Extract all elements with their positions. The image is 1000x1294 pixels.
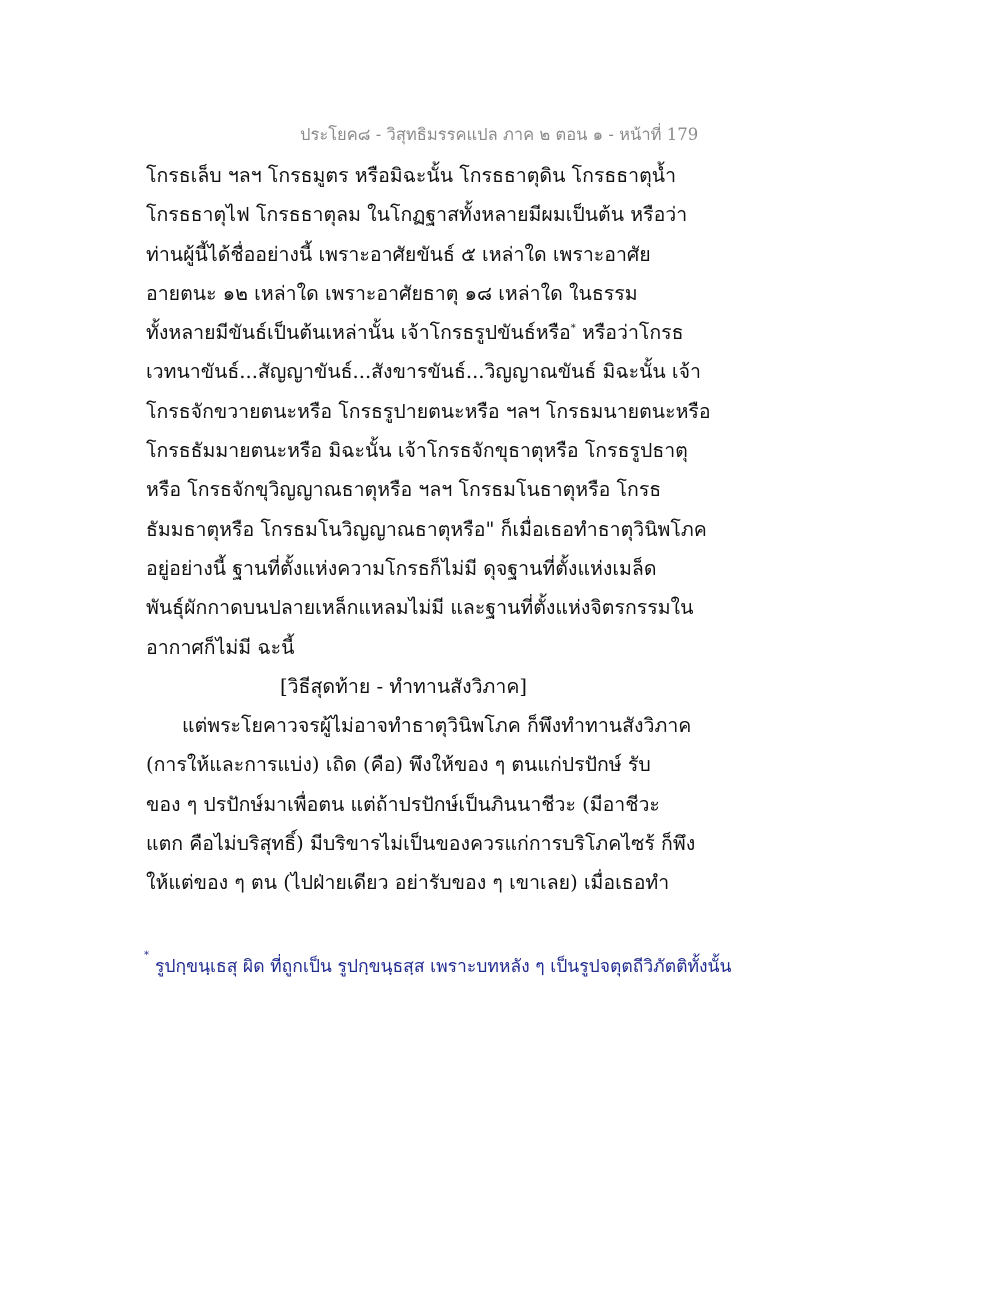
paragraph2-line-5: ให้แต่ของ ๆ ตน (ไปฝ่ายเดียว อย่ารับของ ๆ เขาเลย) เมื่อเธอทำ [146,871,670,895]
paragraph2-line-3: ของ ๆ ปรปักษ์มาเพื่อตน แต่ถ้าปรปักษ์เป็นภินนาชีวะ (มีอาชีวะ [146,792,660,816]
page-header: ประโยค๘ - วิสุทธิมรรคแปล ภาค ๒ ตอน ๑ - หน้าที่ 179 [300,125,699,144]
footnote-text: รูปกฺขนฺเธสุ ผิด ที่ถูกเป็น รูปกฺขนฺธสฺส เพราะบทหลัง ๆ เป็นรูปจตุตถีวิภัตติทั้งนั้น [155,957,732,977]
footnote [144,952,731,980]
body-line-5-text: ทั้งหลายมีขันธ์เป็นต้นเหล่านั้น เจ้าโกรธรูปขันธ์หรือ [146,321,571,345]
footnote-marker: * [144,950,149,961]
body-line-9: หรือ โกรธจักขุวิญญาณธาตุหรือ ฯลฯ โกรธมโนธาตุหรือ โกรธ [146,478,662,502]
footnote-reference-mark: * [570,323,576,335]
section-heading: [วิธีสุดท้าย - ทำทานสังวิภาค] [280,674,528,698]
paragraph2-line-2: (การให้และการแบ่ง) เถิด (คือ) พึงให้ของ ๆ ตนแก่ปรปักษ์ รับ [146,753,651,777]
body-line-10: ธัมมธาตุหรือ โกรธมโนวิญญาณธาตุหรือ" ก็เมื่อเธอทำธาตุวินิพโภค [146,517,707,541]
body-line-12: พันธุ์ผักกาดบนปลายเหล็กแหลมไม่มี และฐานที่ตั้งแห่งจิตรกรรมใน [146,596,694,620]
body-line-7: โกรธจักขวายตนะหรือ โกรธรูปายตนะหรือ ฯลฯ โกรธมนายตนะหรือ [146,399,711,423]
body-line-8: โกรธธัมมายตนะหรือ มิฉะนั้น เจ้าโกรธจักขุธาตุหรือ โกรธรูปธาตุ [146,439,688,463]
body-line-5-tail: หรือว่าโกรธ [575,321,684,345]
body-line-3: ท่านผู้นี้ได้ชื่ออย่างนี้ เพราะอาศัยขันธ์ ๕ เหล่าใด เพราะอาศัย [146,242,651,266]
body-line-6: เวทนาขันธ์...สัญญาขันธ์...สังขารขันธ์...วิญญาณขันธ์ มิฉะนั้น เจ้า [146,360,701,384]
body-line-4: อายตนะ ๑๒ เหล่าใด เพราะอาศัยธาตุ ๑๘ เหล่าใด ในธรรม [146,281,638,305]
paragraph2-line-4: แตก คือไม่บริสุทธิ์) มีบริขารไม่เป็นของควรแก่การบริโภคไซร้ ก็พึง [146,832,696,856]
paragraph2-line-1: แต่พระโยคาวจรผู้ไม่อาจทำธาตุวินิพโภค ก็พึงทำทานสังวิภาค [182,714,692,738]
body-line-5 [146,313,766,352]
body-text [146,156,766,903]
body-line-2: โกรธธาตุไฟ โกรธธาตุลม ในโกฏฐาสทั้งหลายมีผมเป็นต้น หรือว่า [146,203,688,227]
body-line-11: อยู่อย่างนี้ ฐานที่ตั้งแห่งความโกรธก็ไม่มี ดุจฐานที่ตั้งแห่งเมล็ด [146,556,657,580]
body-line-1: โกรธเล็บ ฯลฯ โกรธมูตร หรือมิฉะนั้น โกรธธาตุดิน โกรธธาตุน้ำ [146,164,677,187]
body-line-13: อากาศก็ไม่มี ฉะนี้ [146,635,295,659]
